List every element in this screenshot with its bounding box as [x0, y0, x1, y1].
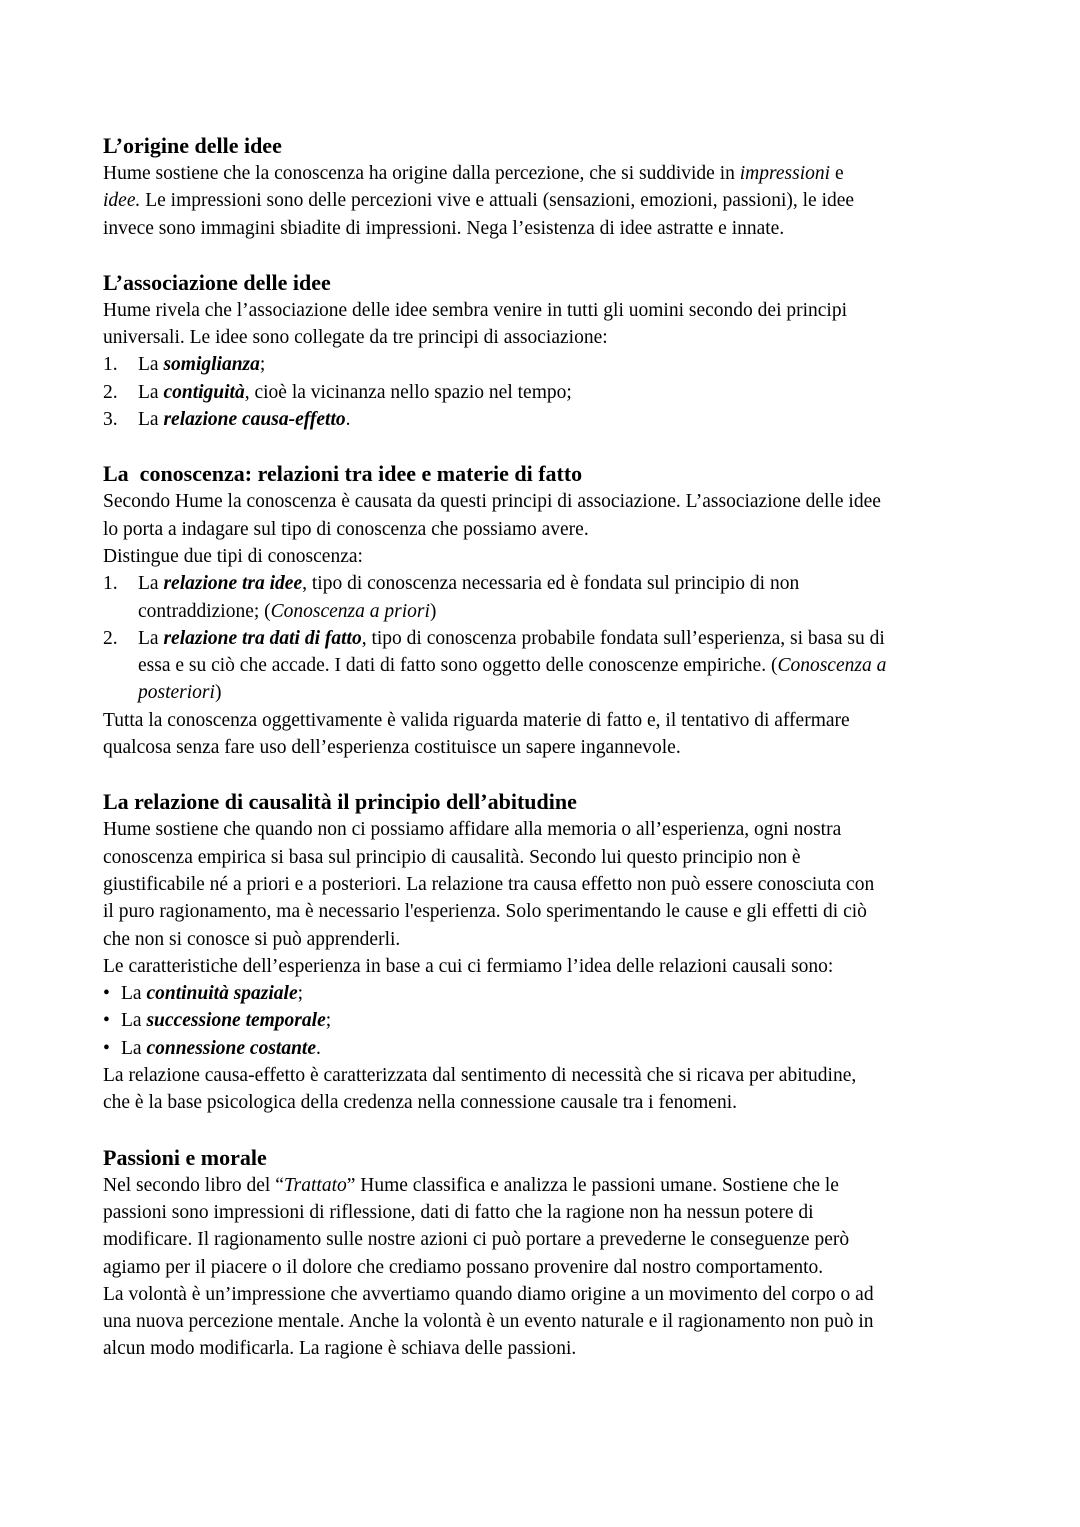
- list-marker: 3.: [103, 409, 118, 431]
- section-causalita-abitudine: [103, 788, 983, 1116]
- italic-text: Conoscenza a: [777, 655, 887, 677]
- italic-text: idee.: [103, 190, 141, 212]
- section-heading: La conoscenza: relazioni tra idee e materie di fatto: [103, 461, 583, 487]
- document-page: [103, 132, 983, 1363]
- list-item: [103, 570, 983, 597]
- text: essa e su ciò che accade. I dati di fatto sono oggetto delle conoscenze empiriche. (: [138, 655, 778, 677]
- paragraph-line: il puro ragionamento, ma è necessario l'esperienza. Solo sperimentando le cause e gli effetti di ciò: [103, 901, 867, 923]
- text: ): [429, 600, 437, 622]
- bullet-icon: •: [103, 1037, 110, 1059]
- paragraph-line: La volontà è un’impressione che avvertiamo quando diamo origine a un movimento del corpo o ad: [103, 1283, 874, 1305]
- italic-text: posteriori: [138, 682, 215, 704]
- paragraph-line: [103, 187, 983, 214]
- italic-text: Trattato: [283, 1174, 347, 1196]
- paragraph-line: agiamo per il piacere o il dolore che crediamo possano provenire dal nostro comportamento.: [103, 1256, 824, 1278]
- list-item: [103, 406, 983, 433]
- numbered-list: [103, 351, 983, 433]
- section-passioni-morale: [103, 1144, 983, 1363]
- bold-italic-text: relazione tra dati di fatto: [163, 627, 362, 649]
- text: , tipo di conoscenza necessaria ed è fondata sul principio di non: [302, 573, 800, 595]
- list-marker: 2.: [103, 381, 118, 403]
- list-marker: 1.: [103, 573, 118, 595]
- text: La: [121, 983, 147, 1005]
- bold-italic-text: contiguità: [163, 381, 245, 403]
- paragraph-line: che non si conosce si può apprenderli.: [103, 928, 401, 950]
- text: contraddizione; (: [138, 600, 271, 622]
- list-item: [103, 625, 983, 652]
- section-heading: Passioni e morale: [103, 1144, 267, 1170]
- paragraph-line: [103, 1172, 983, 1199]
- text: e: [830, 163, 844, 184]
- paragraph-line: Tutta la conoscenza oggettivamente è valida riguarda materie di fatto e, il tentativo di affermare: [103, 709, 850, 731]
- italic-text: impressioni: [739, 163, 831, 184]
- list-item-continuation: [103, 652, 983, 679]
- bullet-item: [103, 980, 983, 1007]
- list-item-continuation: [103, 679, 983, 706]
- bullet-icon: •: [103, 983, 110, 1005]
- paragraph-line: conoscenza empirica si basa sul principio di causalità. Secondo lui questo principio non è: [103, 846, 801, 868]
- italic-text: Conoscenza a priori: [270, 600, 430, 622]
- text: , cioè la vicinanza nello spazio nel tempo;: [244, 381, 572, 403]
- bold-italic-text: continuità spaziale: [146, 983, 298, 1005]
- paragraph-line: universali. Le idee sono collegate da tre principi di associazione:: [103, 327, 608, 349]
- paragraph-line: passioni sono impressioni di riflessione, dati di fatto che la ragione non ha nessun potere di: [103, 1201, 814, 1223]
- paragraph-line: Hume rivela che l’associazione delle idee sembra venire in tutti gli uomini secondo dei principi: [103, 299, 848, 321]
- bold-italic-text: connessione costante: [146, 1037, 317, 1059]
- section-heading: L’origine delle idee: [103, 133, 282, 158]
- paragraph-line: lo porta a indagare sul tipo di conoscenza che possiamo avere.: [103, 518, 589, 540]
- text: ;: [297, 983, 304, 1005]
- bullet-icon: •: [103, 1010, 110, 1032]
- paragraph-line: Le caratteristiche dell’esperienza in base a cui ci fermiamo l’idea delle relazioni causali sono:: [103, 955, 834, 977]
- text: La: [138, 573, 164, 595]
- paragraph-line: Hume sostiene che quando non ci possiamo affidare alla memoria o all’esperienza, ogni nostra: [103, 819, 842, 841]
- text: La: [138, 627, 164, 649]
- bullet-item: [103, 1007, 983, 1034]
- list-marker: 1.: [103, 354, 118, 376]
- paragraph-line: giustificabile né a priori e a posteriori. La relazione tra causa effetto non può essere conosciuta con: [103, 873, 875, 895]
- text: ): [214, 682, 222, 704]
- text: Le impressioni sono delle percezioni vive e attuali (sensazioni, emozioni, passioni), le idee: [140, 190, 855, 212]
- text: Nel secondo libro del “: [103, 1174, 284, 1196]
- text: .: [345, 409, 351, 431]
- list-item-continuation: [103, 598, 983, 625]
- text: La: [138, 354, 164, 376]
- paragraph-line: Distingue due tipi di conoscenza:: [103, 545, 363, 567]
- bold-italic-text: somiglianza: [163, 354, 260, 376]
- section-heading: La relazione di causalità il principio dell’abitudine: [103, 789, 577, 815]
- paragraph-line: La relazione causa-effetto è caratterizzata dal sentimento di necessità che si ricava per abitudine,: [103, 1065, 857, 1087]
- list-item: [103, 351, 983, 378]
- text: ;: [259, 354, 266, 376]
- text: La: [138, 409, 164, 431]
- numbered-list: [103, 570, 983, 706]
- list-marker: 2.: [103, 627, 118, 649]
- text: La: [121, 1010, 147, 1032]
- paragraph-line: una nuova percezione mentale. Anche la volontà è un evento naturale e il ragionamento non può in: [103, 1311, 874, 1333]
- bold-italic-text: successione temporale: [146, 1010, 326, 1032]
- text: ” Hume classifica e analizza le passioni umane. Sostiene che le: [346, 1174, 839, 1196]
- text: La: [121, 1037, 147, 1059]
- text: .: [316, 1037, 321, 1059]
- section-origine-idee: [103, 132, 983, 242]
- text: ;: [325, 1010, 332, 1032]
- text: Hume sostiene che la conoscenza ha origine dalla percezione, che si suddivide in: [103, 163, 740, 184]
- section-conoscenza: [103, 460, 983, 761]
- bullet-item: [103, 1035, 983, 1062]
- text: La: [138, 381, 164, 403]
- paragraph-line: modificare. Il ragionamento sulle nostre azioni ci può portare a prevederne le conseguenze però: [103, 1229, 850, 1251]
- section-associazione-idee: [103, 269, 983, 433]
- list-item: [103, 379, 983, 406]
- paragraph-line: Secondo Hume la conoscenza è causata da questi principi di associazione. L’associazione delle idee: [103, 491, 881, 513]
- paragraph-line: alcun modo modificarla. La ragione è schiava delle passioni.: [103, 1338, 577, 1360]
- paragraph-line: [103, 160, 983, 187]
- bold-italic-text: relazione tra idee: [163, 573, 303, 595]
- paragraph-line: che è la base psicologica della credenza nella connessione causale tra i fenomeni.: [103, 1092, 737, 1114]
- paragraph-line: invece sono immagini sbiadite di impressioni. Nega l’esistenza di idee astratte e innate.: [103, 217, 785, 239]
- bold-italic-text: relazione causa-effetto: [163, 409, 346, 431]
- text: , tipo di conoscenza probabile fondata sull’esperienza, si basa su di: [361, 627, 885, 649]
- section-heading: L’associazione delle idee: [103, 269, 331, 295]
- paragraph-line: qualcosa senza fare uso dell’esperienza costituisce un sapere ingannevole.: [103, 737, 681, 759]
- bullet-list: [103, 980, 983, 1062]
